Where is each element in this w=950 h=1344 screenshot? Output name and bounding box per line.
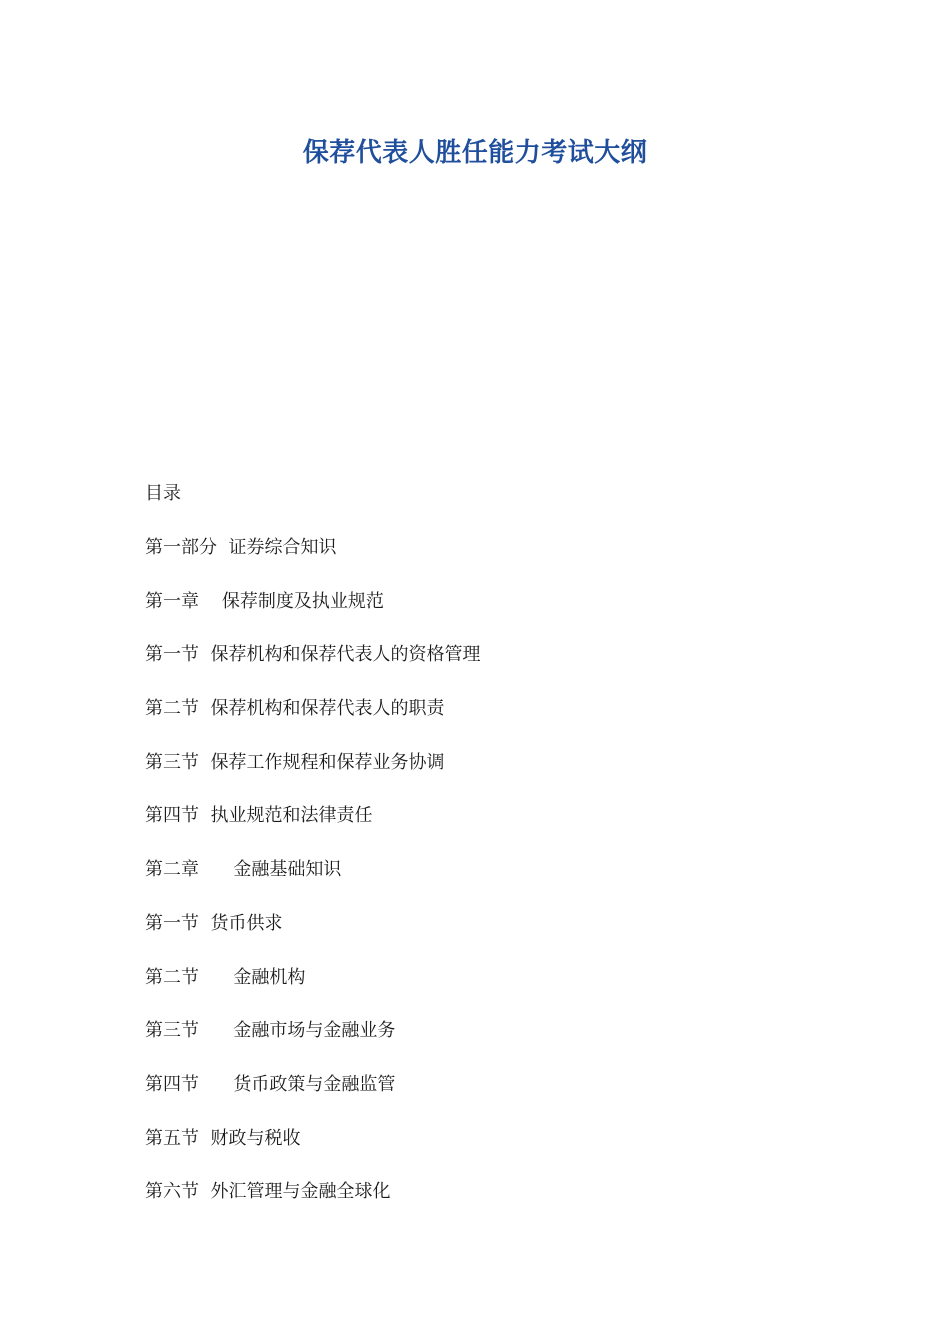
toc-item <box>145 695 845 723</box>
toc-item-number: 第二节 <box>145 698 199 720</box>
toc-item <box>145 802 845 830</box>
toc-item <box>145 964 845 992</box>
toc-item-number: 第一节 <box>145 644 199 666</box>
toc-heading: 目录 <box>145 483 181 504</box>
toc-item-text: 保荐机构和保荐代表人的资格管理 <box>210 644 481 666</box>
toc-item-text: 金融基础知识 <box>233 859 342 881</box>
toc-item-text: 外汇管理与金融全球化 <box>210 1181 391 1203</box>
document-title: 保荐代表人胜任能力考试大纲 <box>302 138 648 168</box>
toc-item-text: 保荐工作规程和保荐业务协调 <box>210 751 445 773</box>
toc-item <box>145 588 845 616</box>
toc-item <box>145 749 845 777</box>
toc-item-text: 金融市场与金融业务 <box>233 1020 396 1042</box>
toc-item-number: 第二节 <box>145 966 199 988</box>
toc-item <box>145 910 845 938</box>
toc-item <box>145 641 845 669</box>
toc-item <box>145 1125 845 1153</box>
toc-item-text: 保荐机构和保荐代表人的职责 <box>210 698 445 720</box>
toc-item-number: 第四节 <box>145 1073 199 1095</box>
toc-item <box>145 534 845 562</box>
toc-item-number: 第二章 <box>145 859 199 881</box>
toc-item <box>145 1178 845 1206</box>
toc-item-number: 第一节 <box>145 912 199 934</box>
toc-item-number: 第三节 <box>145 1020 199 1042</box>
toc-item-number: 第三节 <box>145 751 199 773</box>
toc-item-text: 保荐制度及执业规范 <box>221 590 384 612</box>
toc-item <box>145 1017 845 1045</box>
toc-item-number: 第六节 <box>145 1181 199 1203</box>
toc-item-text: 财政与税收 <box>210 1127 301 1149</box>
toc-item-number: 第一部分 <box>145 537 217 558</box>
toc-item-text: 金融机构 <box>233 966 306 988</box>
toc-item-text: 证券综合知识 <box>228 537 337 558</box>
toc-item-text: 货币供求 <box>210 912 283 934</box>
toc-item-number: 第一章 <box>145 590 199 612</box>
toc-list <box>145 534 845 1206</box>
toc-item-number: 第四节 <box>145 805 199 827</box>
toc-item <box>145 856 845 884</box>
toc-item <box>145 1071 845 1099</box>
toc-item-text: 执业规范和法律责任 <box>210 805 373 827</box>
table-of-contents <box>145 480 845 1232</box>
toc-item-text: 货币政策与金融监管 <box>233 1073 396 1095</box>
toc-item-number: 第五节 <box>145 1127 199 1149</box>
